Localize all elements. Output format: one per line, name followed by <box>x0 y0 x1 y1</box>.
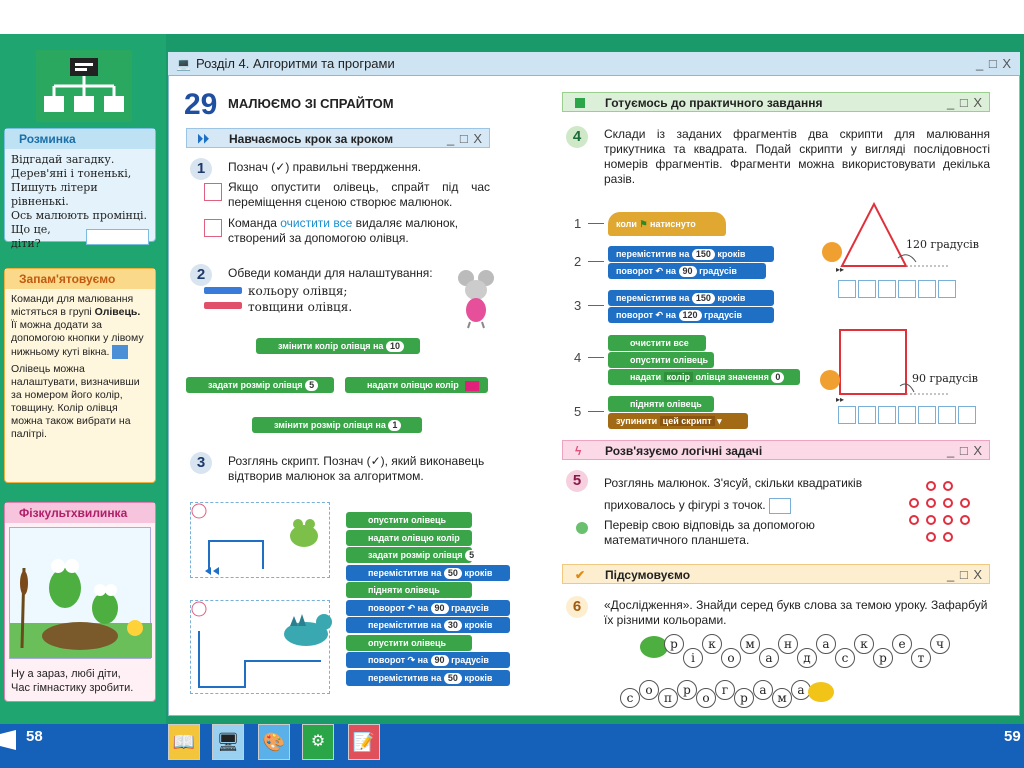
dot <box>944 533 952 541</box>
letter-bead[interactable]: а <box>816 634 836 654</box>
letter-bead[interactable]: н <box>778 634 798 654</box>
scratch-block[interactable] <box>608 335 706 351</box>
task-number: 5 <box>566 470 588 492</box>
block-label: кроків <box>717 293 746 303</box>
block-value: 150 <box>692 249 715 260</box>
taskbar <box>0 724 1024 768</box>
block-label: кроків <box>464 672 493 683</box>
block-label: надати <box>630 372 662 382</box>
scratch-block[interactable] <box>608 290 774 306</box>
block-value: 1 <box>388 420 401 431</box>
lesson-number: 29 <box>184 88 218 121</box>
dot-figure <box>906 478 976 550</box>
section-controls[interactable]: _ □ X <box>947 95 983 110</box>
task-number: 2 <box>190 264 212 286</box>
letter-caterpillar-1 <box>664 630 954 680</box>
block-label: переміститив на <box>368 567 442 578</box>
letter-bead[interactable]: о <box>696 688 716 708</box>
scratch-block[interactable]: зупинити цей скрипт ▾ <box>608 413 748 429</box>
block-value: 150 <box>692 293 715 304</box>
dot <box>961 499 969 507</box>
exercise-title: Фізкультхвилинка <box>5 503 155 523</box>
scratch-block[interactable] <box>346 582 472 598</box>
statement-1: Якщо опустити олівець, спрайт під час переміщення сценою створює малюнок. <box>228 180 490 209</box>
dot <box>961 516 969 524</box>
section-controls[interactable]: _ □ X <box>447 131 483 146</box>
block-label: градусів <box>451 655 489 665</box>
angle-label: 90 градусів <box>912 372 978 385</box>
letter-bead[interactable]: а <box>753 680 773 700</box>
scratch-block[interactable] <box>252 417 422 433</box>
square-drawing <box>818 328 998 402</box>
letter-bead[interactable]: о <box>639 680 659 700</box>
task-question: Розглянь скрипт. Познач (✓), який виконавець відтворив малюнок за алгоритмом. <box>228 454 485 483</box>
section-controls[interactable]: _ □ X <box>947 443 983 458</box>
fragment-dash <box>588 261 604 262</box>
task-question: Обведи команди для налаштування: <box>228 266 433 280</box>
window-controls[interactable]: _ □ X <box>976 56 1012 71</box>
block-label: кроків <box>464 567 493 578</box>
section-title: Підсумовуємо <box>605 568 691 582</box>
block-label: кроків <box>717 249 746 259</box>
warmup-intro: Відгадай загадку. <box>11 153 115 166</box>
section-header-practice <box>562 92 990 112</box>
computer-icon[interactable]: 🖥 <box>212 724 244 760</box>
clear-all-link: очистити все <box>280 216 353 230</box>
block-label: кроків <box>464 620 493 630</box>
task-question: Познач (✓) правильні твердження. <box>228 160 422 174</box>
dot <box>927 499 935 507</box>
fragment-dash <box>588 411 604 412</box>
letter-bead[interactable]: а <box>791 680 811 700</box>
statement-2-pre: Команда <box>228 216 277 230</box>
scratch-block[interactable] <box>346 600 510 616</box>
block-label: зупинити <box>616 416 658 426</box>
triangle-drawing <box>818 196 998 272</box>
scratch-block[interactable] <box>608 369 800 385</box>
block-label: колір <box>664 372 693 382</box>
exercise-line: Час гімнастику зробити. <box>11 682 134 694</box>
dot <box>927 482 935 490</box>
warmup-line: Ось малюють промінці. <box>11 209 147 222</box>
answer-input[interactable] <box>86 229 149 245</box>
frogs-illustration <box>9 527 151 659</box>
task-number: 1 <box>190 158 212 180</box>
scratch-block[interactable] <box>608 263 766 279</box>
color-swatch <box>465 381 479 391</box>
task5-check: Перевір свою відповідь за допомогою математичного планшета. <box>604 518 815 547</box>
fragment-number: 2 <box>574 254 582 269</box>
frog-sprite-image <box>286 516 322 550</box>
block-value: 5 <box>305 380 318 391</box>
hat-block[interactable] <box>608 212 726 236</box>
dot <box>910 499 918 507</box>
letter-bead[interactable]: г <box>715 680 735 700</box>
block-label: надати олівцю колір <box>368 532 460 543</box>
block-value: 50 <box>444 568 462 579</box>
scratch-block[interactable] <box>346 565 510 581</box>
fragment-number: 5 <box>574 404 582 419</box>
window-title: Розділ 4. Алгоритми та програми <box>196 56 395 71</box>
letter-bead[interactable]: р <box>664 634 684 654</box>
warmup-title: Розминка <box>5 129 155 149</box>
block-label: поворот ↶ на <box>368 602 429 613</box>
task-question: «Дослідження». Знайди серед букв слова за темою уроку. Зафарбуй їх різними кольорами. <box>604 598 988 627</box>
section-header-steps <box>186 128 490 148</box>
scratch-block[interactable] <box>345 377 488 393</box>
warmup-line: Пишуть літери рівненькі. <box>11 181 98 208</box>
scratch-block[interactable] <box>256 338 420 354</box>
option-width: товщини олівця. <box>248 300 353 314</box>
letter-bead[interactable]: п <box>658 688 678 708</box>
block-label: опустити олівець <box>368 515 447 525</box>
block-value: 30 <box>444 620 462 631</box>
block-value: 10 <box>386 341 404 352</box>
window-titlebar <box>168 52 1020 76</box>
letter-bead[interactable]: к <box>702 634 722 654</box>
letter-bead[interactable]: р <box>734 688 754 708</box>
block-label: натиснуто <box>650 219 696 229</box>
block-label: переміститив на <box>616 293 690 303</box>
scratch-block[interactable] <box>608 396 714 412</box>
block-label: переміститив на <box>368 672 442 683</box>
dot <box>927 533 935 541</box>
task-question: Склади із заданих фрагментів два скрипти для малювання трикутника та квадрата. Подай скрипти у вигляді послідовності номерів фрагментів. Фрагменти можна використовувати декілька разів. <box>604 127 990 186</box>
scratch-block[interactable] <box>346 547 475 563</box>
block-label: градусів <box>704 310 742 320</box>
pen-extension-icon <box>112 345 128 359</box>
block-label: коли <box>616 219 637 229</box>
checkmark-icon: ✔ <box>575 568 586 582</box>
remember-p2: Олівець можна налаштувати, визначивши за номером його колір, товщину. Колір олівця можна також вибрати на палітрі. <box>11 363 140 440</box>
letter-caterpillar-2 <box>620 680 820 710</box>
block-label: поворот ↶ на <box>616 266 677 276</box>
block-label: цей скрипт <box>660 416 715 426</box>
task5-text: Розглянь малюнок. З'ясуй, скільки квадратиків приховалось у фігурі з точок. <box>604 476 863 512</box>
letter-bead[interactable]: к <box>854 634 874 654</box>
block-label: олівця значення <box>695 372 769 382</box>
letter-bead[interactable]: м <box>772 688 792 708</box>
block-label: опустити олівець <box>368 637 447 648</box>
warmup-line: Дерев'яні і тоненькі, <box>11 167 132 180</box>
green-flag-icon: ⚑ <box>639 219 648 229</box>
letter-bead[interactable]: а <box>759 648 779 668</box>
section-title: Розв'язуємо логічні задачі <box>605 444 763 458</box>
letter-bead[interactable]: д <box>797 648 817 668</box>
exercise-line: Ну а зараз, любі діти, <box>11 668 121 680</box>
scratch-block[interactable] <box>346 530 472 546</box>
statement-2-post: видаляє малюнок, створений за допомогою олівця. <box>228 216 459 245</box>
scratch-block[interactable] <box>608 307 774 323</box>
fragment-number: 3 <box>574 298 582 313</box>
task-number: 3 <box>190 452 212 474</box>
remember-card <box>4 268 156 483</box>
block-label: задати розмір олівця <box>208 380 303 390</box>
palette-icon[interactable]: 🎨 <box>258 724 290 760</box>
caterpillar-head-2 <box>808 682 834 702</box>
pencil-icon <box>204 302 242 309</box>
letter-bead[interactable]: о <box>721 648 741 668</box>
fragment-dash <box>588 305 604 306</box>
checkbox[interactable] <box>204 183 222 201</box>
letter-bead[interactable]: р <box>873 648 893 668</box>
scratch-block[interactable] <box>186 377 334 393</box>
remember-p1: Команди для малювання містяться в групі <box>11 293 134 318</box>
lesson-title: МАЛЮЄМО ЗІ СПРАЙТОМ <box>228 96 394 111</box>
statement-2 <box>228 216 490 246</box>
block-value: 5 <box>465 550 478 561</box>
warmup-card <box>4 128 156 250</box>
block-label: переміститив на <box>368 620 442 630</box>
letter-bead[interactable]: е <box>892 634 912 654</box>
letter-bead[interactable]: м <box>740 634 760 654</box>
block-value: 0 <box>771 372 784 383</box>
dot <box>944 482 952 490</box>
answer-box[interactable] <box>769 498 791 514</box>
remember-p1-rest: Її можна додати за допомогою кнопки у лівому нижньому куті вікна. <box>11 319 144 358</box>
task-question <box>604 472 870 516</box>
letter-bead[interactable]: ч <box>930 634 950 654</box>
warmup-line: Що це, діти? <box>11 223 51 250</box>
checkbox[interactable] <box>204 219 222 237</box>
fragment-dash <box>588 223 604 224</box>
dot <box>927 516 935 524</box>
circle-bullet-icon <box>576 522 588 534</box>
letter-bead[interactable]: с <box>620 688 640 708</box>
letter-bead[interactable]: т <box>911 648 931 668</box>
algorithm-icon[interactable]: ⚙ <box>302 724 334 760</box>
section-controls[interactable]: _ □ X <box>947 567 983 582</box>
scratch-block[interactable] <box>346 670 510 686</box>
block-label: підняти олівець <box>630 399 702 409</box>
dot <box>944 499 952 507</box>
square-icon <box>575 98 585 108</box>
remember-bold: Олівець. <box>94 306 141 318</box>
pencil-icon <box>204 287 242 294</box>
block-value: 120 <box>679 310 702 321</box>
block-label: змінити колір олівця на <box>278 341 384 351</box>
mouse-sprite-image <box>454 268 498 328</box>
page-number-left: 58 <box>26 728 43 745</box>
dinosaur-sprite-image <box>276 606 336 652</box>
block-label: надати олівцю колір <box>367 380 459 390</box>
task-number: 6 <box>566 596 588 618</box>
book-icon[interactable]: 📖 <box>168 724 200 760</box>
section-header-summary <box>562 564 990 584</box>
letter-bead[interactable]: і <box>683 648 703 668</box>
scratch-block[interactable] <box>346 652 510 668</box>
section-title: Навчаємось крок за кроком <box>229 132 394 146</box>
scratch-block[interactable] <box>346 635 472 651</box>
scratch-block[interactable] <box>346 617 510 633</box>
laptop-icon: 💻 <box>176 57 191 71</box>
fragment-number: 4 <box>574 350 582 365</box>
section-title: Готуємось до практичного завдання <box>605 96 823 110</box>
block-label: поворот ↷ на <box>368 655 429 665</box>
exercise-card <box>4 502 156 702</box>
block-label: поворот ↶ на <box>616 310 677 320</box>
section-header-logic <box>562 440 990 460</box>
svg-text:▸▸: ▸▸ <box>836 395 845 404</box>
angle-label: 120 градусів <box>906 238 979 251</box>
notes-icon[interactable]: 📝 <box>348 724 380 760</box>
script-stack <box>346 512 516 692</box>
block-value: 90 <box>431 603 449 614</box>
fragment-number: 1 <box>574 216 582 231</box>
answer-grid[interactable] <box>838 280 958 298</box>
letter-bead[interactable]: с <box>835 648 855 668</box>
block-label: очистити все <box>630 338 689 348</box>
dot <box>944 516 952 524</box>
block-value: 50 <box>444 673 462 684</box>
scratch-block[interactable] <box>608 246 774 262</box>
block-label: підняти олівець <box>368 585 440 595</box>
page-number-right: 59 <box>1004 728 1021 745</box>
dot <box>910 516 918 524</box>
answer-grid[interactable] <box>838 406 978 424</box>
algorithm-logo-icon <box>36 50 132 122</box>
block-value: 90 <box>679 266 697 277</box>
block-label: градусів <box>451 602 489 613</box>
scratch-block[interactable] <box>346 512 472 528</box>
option-color: кольору олівця; <box>248 284 348 298</box>
block-label: градусів <box>699 266 737 276</box>
scratch-block[interactable] <box>608 352 714 368</box>
task-number: 4 <box>566 126 588 148</box>
fragment-dash <box>588 357 604 358</box>
svg-text:▸▸: ▸▸ <box>836 265 845 274</box>
block-label: опустити олівець <box>630 355 709 365</box>
block-label: переміститив на <box>616 249 690 259</box>
lightning-icon: ϟ <box>575 444 582 458</box>
block-label: задати розмір олівця <box>368 550 463 560</box>
letter-bead[interactable]: р <box>677 680 697 700</box>
block-value: 90 <box>431 655 449 666</box>
block-label: змінити розмір олівця на <box>274 420 386 430</box>
remember-title: Запам'ятовуємо <box>5 269 155 289</box>
fast-forward-icon: ⏵⏵ <box>197 132 210 146</box>
